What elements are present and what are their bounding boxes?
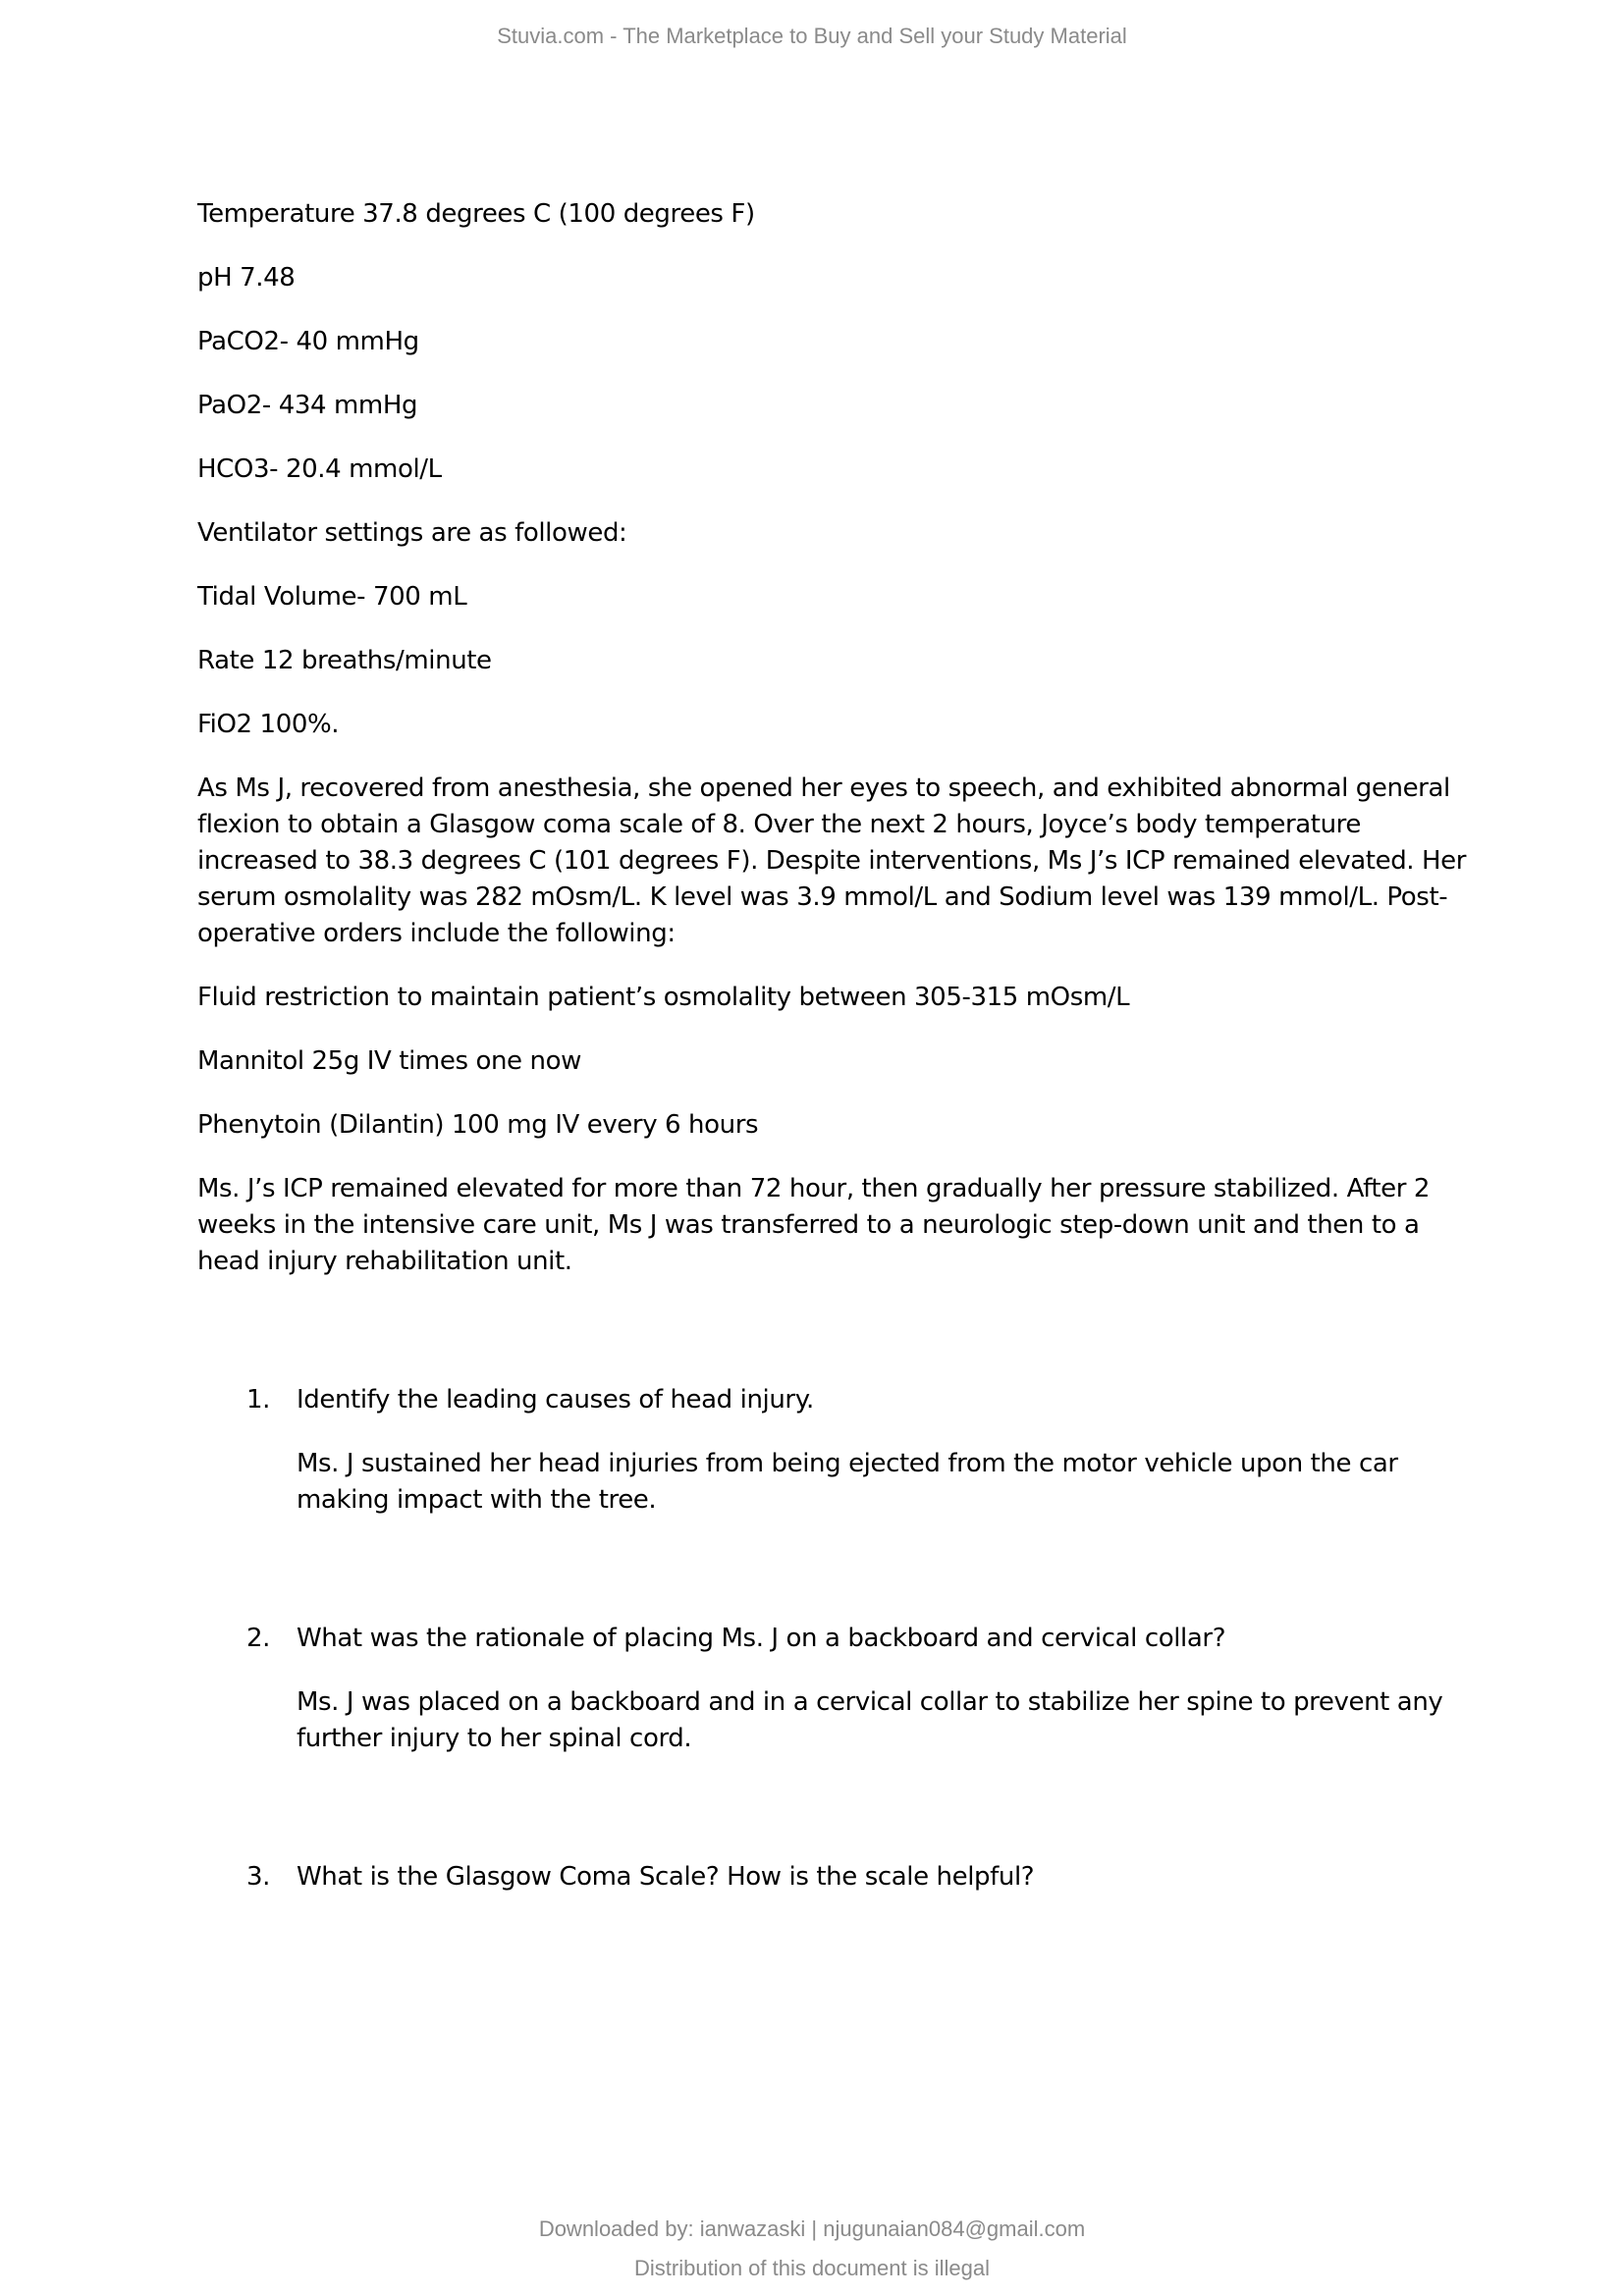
order-phenytoin: Phenytoin (Dilantin) 100 mg IV every 6 hours	[197, 1110, 759, 1140]
page-header-watermark: Stuvia.com - The Marketplace to Buy and Sell your Study Material	[497, 24, 1127, 48]
question-spacer	[197, 1546, 1484, 1621]
lab-pao2: PaO2- 434 mmHg	[197, 391, 418, 420]
question-spacer	[197, 1785, 1484, 1859]
question-number: 3.	[246, 1862, 271, 1892]
outcome-paragraph: Ms. J’s ICP remained elevated for more than 72 hour, then gradually her pressure stabilized. After 2 weeks in the intensive care unit, Ms J was transferred to a neurologic step-down unit and then to a head injury rehabilitation unit.	[197, 1174, 1431, 1276]
ventilator-rate: Rate 12 breaths/minute	[197, 646, 492, 675]
question-item	[197, 1382, 1484, 1519]
ventilator-fio2: FiO2 100%.	[197, 710, 340, 739]
question-number: 2.	[246, 1624, 271, 1653]
question-text: Identify the leading causes of head injury.	[297, 1385, 814, 1415]
answer-text: Ms. J was placed on a backboard and in a cervical collar to stabilize her spine to prevent any further injury to her spinal cord.	[297, 1687, 1443, 1753]
question-item	[197, 1621, 1484, 1757]
order-fluid-restriction: Fluid restriction to maintain patient’s osmolality between 305-315 mOsm/L	[197, 983, 1130, 1012]
document-body	[197, 196, 1484, 1923]
section-spacer	[197, 1308, 1484, 1382]
lab-hco3: HCO3- 20.4 mmol/L	[197, 454, 442, 484]
ventilator-tidal-volume: Tidal Volume- 700 mL	[197, 582, 467, 612]
footer-downloaded-by: Downloaded by: ianwazaski | njugunaian084@gmail.com	[538, 2216, 1086, 2241]
question-item	[197, 1859, 1484, 1896]
vital-temperature: Temperature 37.8 degrees C (100 degrees F)	[197, 199, 755, 229]
ventilator-settings-heading: Ventilator settings are as followed:	[197, 518, 627, 548]
question-text: What was the rationale of placing Ms. J on a backboard and cervical collar?	[297, 1624, 1226, 1653]
answer-text: Ms. J sustained her head injuries from being ejected from the motor vehicle upon the car making impact with the tree.	[297, 1449, 1398, 1515]
order-mannitol: Mannitol 25g IV times one now	[197, 1046, 581, 1076]
question-text: What is the Glasgow Coma Scale? How is the scale helpful?	[297, 1862, 1035, 1892]
question-number: 1.	[246, 1385, 271, 1415]
question-list	[197, 1382, 1484, 1896]
lab-ph: pH 7.48	[197, 263, 296, 293]
recovery-paragraph: As Ms J, recovered from anesthesia, she opened her eyes to speech, and exhibited abnormal general flexion to obtain a Glasgow coma scale of 8. Over the next 2 hours, Joyce’s body temperature increased to 38.3 degrees C (101 degrees F). Despite interventions, Ms J’s ICP remained elevated. Her serum osmolality was 282 mOsm/L. K level was 3.9 mmol/L and Sodium level was 139 mmol/L. Post-operative orders include the following:	[197, 774, 1467, 948]
footer-distribution-notice: Distribution of this document is illegal	[634, 2256, 990, 2280]
lab-paco2: PaCO2- 40 mmHg	[197, 327, 419, 356]
